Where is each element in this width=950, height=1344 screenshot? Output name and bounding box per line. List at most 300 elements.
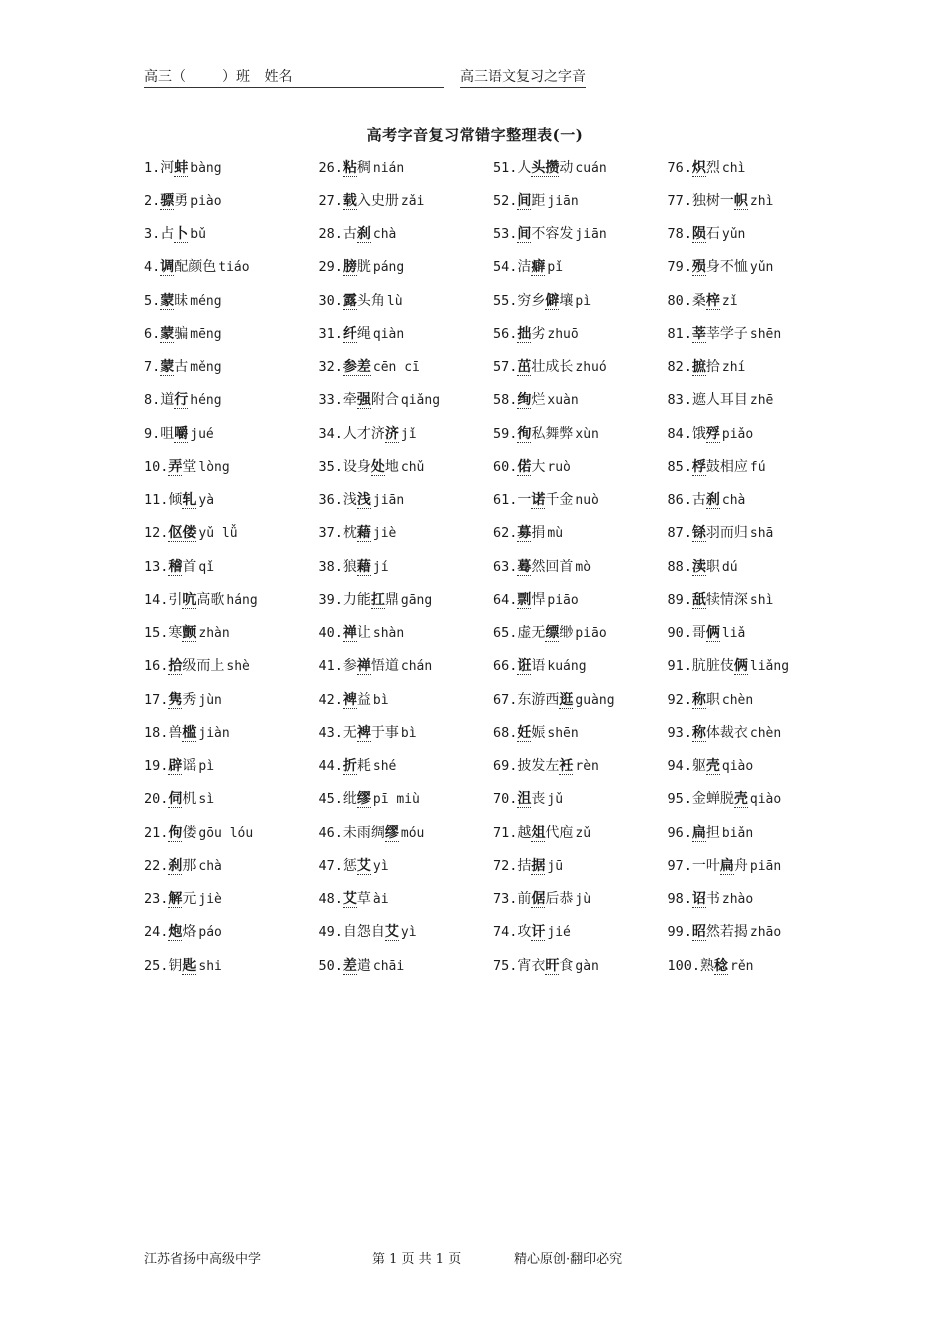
word-entry	[144, 190, 319, 210]
word-suffix: 食	[559, 957, 574, 974]
word-entry	[319, 622, 494, 642]
pinyin: páng	[372, 260, 405, 276]
entry-number: 20.	[144, 791, 169, 808]
word-entry	[493, 556, 668, 576]
pinyin: rěn	[730, 958, 754, 974]
doc-title: 高三语文复习之字音	[460, 66, 586, 88]
word-prefix: 前	[517, 891, 532, 908]
pinyin: chà	[372, 227, 397, 243]
word-entry	[493, 855, 668, 875]
word-suffix: 元	[182, 891, 197, 908]
word-entry	[144, 921, 319, 941]
pinyin: cuán	[575, 160, 607, 176]
key-character: 佝	[168, 824, 183, 841]
entry-word	[343, 226, 371, 243]
word-entry	[319, 788, 494, 808]
pinyin: shi	[198, 958, 222, 974]
word-suffix: 勇	[174, 192, 189, 209]
key-character: 裨	[342, 691, 357, 708]
pinyin: piào	[190, 193, 222, 209]
entry-word	[168, 958, 196, 975]
word-suffix: 体裁衣	[705, 724, 748, 741]
entry-word	[517, 559, 573, 576]
pinyin: zhē	[749, 393, 774, 409]
word-entry	[144, 622, 319, 642]
word-suffix: 距	[531, 192, 546, 209]
word-prefix: 躯	[691, 758, 706, 775]
word-entry	[668, 556, 843, 576]
key-character: 据	[531, 857, 546, 874]
key-character: 缥	[545, 625, 560, 642]
table-row	[144, 616, 844, 649]
entry-word	[517, 924, 545, 941]
word-suffix: 身不恤	[705, 259, 748, 276]
word-prefix: 攻	[517, 924, 532, 941]
word-entry	[319, 589, 494, 609]
entry-word	[517, 226, 573, 243]
word-suffix: 石	[705, 226, 720, 243]
key-character: 桴	[691, 458, 706, 475]
pinyin: tiáo	[218, 260, 250, 276]
entry-word	[692, 692, 720, 709]
word-entry	[493, 256, 668, 276]
entry-word	[168, 891, 196, 908]
key-character: 轧	[182, 492, 197, 509]
entry-number: 24.	[144, 924, 169, 941]
word-suffix: 担	[705, 824, 720, 841]
word-entry	[493, 489, 668, 509]
key-character: 吭	[182, 591, 197, 608]
pinyin: piǎo	[721, 426, 754, 442]
entry-number: 82.	[667, 359, 692, 376]
entry-number: 39.	[318, 591, 343, 608]
pinyin: qiǎng	[400, 393, 441, 409]
entry-word	[517, 791, 545, 808]
pinyin: cēn cī	[372, 360, 420, 376]
entry-number: 73.	[493, 891, 518, 908]
key-character: 俩	[733, 658, 748, 675]
word-entry	[668, 888, 843, 908]
word-entry	[668, 921, 843, 941]
pinyin: páo	[198, 925, 222, 941]
word-prefix: 肮脏伎	[691, 658, 734, 675]
pinyin: jiān	[372, 493, 405, 509]
key-character: 梓	[705, 292, 720, 309]
table-row	[144, 250, 844, 283]
word-suffix: 级而上	[182, 658, 225, 675]
word-entry	[319, 389, 494, 409]
table-row	[144, 948, 844, 981]
class-prefix: 高三（	[144, 69, 186, 85]
pinyin: qiàn	[372, 326, 405, 342]
entry-number: 85.	[667, 458, 692, 475]
word-suffix: 大	[531, 458, 546, 475]
entry-number: 10.	[144, 458, 169, 475]
word-entry	[144, 655, 319, 675]
word-entry	[319, 223, 494, 243]
pinyin: chán	[400, 659, 433, 675]
pinyin: shé	[372, 759, 397, 775]
footer-school: 江苏省扬中高级中学	[144, 1252, 262, 1267]
word-suffix: 地	[384, 458, 399, 475]
word-prefix: 洁	[517, 259, 532, 276]
pinyin: jiàn	[198, 725, 230, 741]
entry-word	[517, 625, 573, 642]
word-suffix: 千金	[545, 492, 574, 509]
entry-word	[343, 958, 371, 975]
pinyin: yǔn	[721, 227, 746, 243]
word-entry	[144, 157, 319, 177]
entry-word	[692, 924, 748, 941]
word-entry	[144, 323, 319, 343]
pinyin: lù	[386, 293, 403, 309]
word-prefix: 古	[342, 226, 357, 243]
entry-word	[692, 525, 748, 542]
pinyin: zǔ	[575, 825, 592, 841]
word-prefix: 枕	[342, 525, 357, 542]
entry-word	[343, 791, 371, 808]
entry-word	[343, 293, 385, 310]
word-entry	[493, 755, 668, 775]
pinyin: piān	[749, 858, 782, 874]
word-suffix: 入史册	[356, 192, 399, 209]
word-suffix: 高歌	[196, 591, 225, 608]
key-character: 伺	[168, 791, 183, 808]
entry-word	[160, 160, 188, 177]
key-character: 粘	[342, 159, 357, 176]
entry-number: 27.	[318, 192, 343, 209]
pinyin: chāi	[372, 958, 405, 974]
key-character: 昭	[691, 924, 706, 941]
entry-word	[700, 958, 728, 975]
pinyin: xùn	[575, 426, 599, 442]
word-prefix: 狼	[342, 558, 357, 575]
pinyin: chèn	[721, 692, 754, 708]
entry-word	[343, 924, 399, 941]
word-prefix: 宵衣	[517, 957, 546, 974]
word-entry	[668, 822, 843, 842]
entry-number: 18.	[144, 724, 169, 741]
word-entry	[493, 955, 668, 975]
word-entry	[668, 190, 843, 210]
word-suffix: 语	[531, 658, 546, 675]
entry-word	[517, 326, 545, 343]
entry-number: 57.	[493, 359, 518, 376]
entry-number: 15.	[144, 625, 169, 642]
key-character: 炽	[691, 159, 706, 176]
entry-word	[160, 426, 188, 443]
word-entry	[144, 589, 319, 609]
key-character: 纤	[342, 325, 357, 342]
word-entry	[319, 489, 494, 509]
key-character: 伛偻	[168, 525, 197, 542]
word-prefix: 纰	[342, 791, 357, 808]
class-name-line	[144, 66, 444, 88]
key-character: 刹	[168, 857, 183, 874]
word-table	[144, 150, 844, 981]
word-entry	[493, 589, 668, 609]
word-suffix: 首	[182, 558, 197, 575]
entry-word	[517, 426, 573, 443]
entry-word	[343, 658, 399, 675]
entry-number: 62.	[493, 525, 518, 542]
word-suffix: 娠	[531, 724, 546, 741]
word-prefix: 力能	[342, 591, 371, 608]
entry-number: 35.	[318, 458, 343, 475]
pinyin: zǐ	[721, 293, 738, 309]
pinyin: chèn	[749, 725, 782, 741]
entry-word	[343, 193, 399, 210]
key-character: 隽	[168, 691, 183, 708]
entry-number: 91.	[667, 658, 692, 675]
entry-word	[517, 160, 573, 177]
word-suffix: 昧	[174, 292, 189, 309]
entry-number: 13.	[144, 558, 169, 575]
entry-number: 89.	[667, 591, 692, 608]
entry-number: 49.	[318, 924, 343, 941]
entry-word	[692, 359, 720, 376]
entry-word	[343, 459, 399, 476]
entry-number: 34.	[318, 425, 343, 442]
pinyin: pǐ	[547, 260, 564, 276]
word-entry	[668, 522, 843, 542]
pinyin: zhào	[721, 892, 754, 908]
entry-number: 22.	[144, 857, 169, 874]
key-character: 僻	[545, 292, 560, 309]
word-prefix: 熟	[700, 957, 715, 974]
pinyin: jū	[547, 858, 564, 874]
word-suffix: 骗	[174, 325, 189, 342]
entry-number: 17.	[144, 691, 169, 708]
pinyin: xuàn	[547, 393, 579, 409]
entry-word	[692, 459, 748, 476]
entry-word	[517, 758, 573, 775]
word-entry	[668, 722, 843, 742]
entry-number: 12.	[144, 525, 169, 542]
entry-number: 75.	[493, 957, 518, 974]
word-entry	[144, 489, 319, 509]
word-entry	[319, 822, 494, 842]
word-entry	[668, 256, 843, 276]
word-entry	[668, 157, 843, 177]
word-entry	[493, 622, 668, 642]
word-entry	[319, 955, 494, 975]
entry-number: 69.	[493, 758, 518, 775]
pinyin: jié	[547, 925, 571, 941]
entry-number: 99.	[667, 924, 692, 941]
entry-word	[160, 392, 188, 409]
word-entry	[493, 788, 668, 808]
word-suffix: 然若揭	[705, 924, 748, 941]
word-prefix: 无	[342, 724, 357, 741]
key-character: 藉	[356, 558, 371, 575]
entry-word	[168, 559, 196, 576]
key-character: 卜	[174, 226, 189, 243]
entry-word	[168, 924, 196, 941]
pinyin: shì	[749, 592, 774, 608]
entry-number: 78.	[667, 226, 692, 243]
key-character: 扁	[719, 857, 734, 874]
entry-word	[692, 326, 748, 343]
word-suffix: 绳	[356, 325, 371, 342]
word-entry	[493, 356, 668, 376]
key-character: 骠	[160, 192, 175, 209]
key-character: 称	[691, 724, 706, 741]
name-label: 姓名	[264, 69, 293, 85]
word-entry	[319, 755, 494, 775]
word-prefix: 越	[517, 824, 532, 841]
pinyin: mù	[547, 526, 564, 542]
word-prefix: 惩	[342, 857, 357, 874]
entry-number: 98.	[667, 891, 692, 908]
pinyin: jiān	[547, 193, 579, 209]
entry-word	[692, 559, 720, 576]
pinyin: zhuō	[547, 326, 579, 342]
entry-word	[160, 259, 216, 276]
pinyin: chǔ	[400, 459, 425, 475]
entry-word	[168, 625, 196, 642]
table-row	[144, 682, 844, 715]
key-character: 稽	[168, 558, 183, 575]
key-character: 载	[342, 192, 357, 209]
key-character: 陨	[691, 226, 706, 243]
entry-number: 64.	[493, 591, 518, 608]
entry-word	[517, 392, 545, 409]
table-row	[144, 150, 844, 183]
key-character: 调	[160, 259, 175, 276]
key-character: 壳	[705, 758, 720, 775]
word-prefix: 遮人耳目	[691, 392, 748, 409]
key-character: 衽	[559, 758, 574, 775]
pinyin: biǎn	[721, 825, 754, 841]
entry-number: 6.	[144, 325, 161, 342]
word-entry	[319, 456, 494, 476]
entry-word	[160, 293, 188, 310]
key-character: 壳	[733, 791, 748, 808]
entry-number: 70.	[493, 791, 518, 808]
pinyin: shè	[226, 659, 250, 675]
entry-word	[517, 658, 545, 675]
entry-number: 90.	[667, 625, 692, 642]
word-entry	[144, 755, 319, 775]
entry-number: 63.	[493, 558, 518, 575]
word-suffix: 于事	[370, 724, 399, 741]
entry-word	[343, 392, 399, 409]
word-suffix: 动	[559, 159, 574, 176]
word-suffix: 烙	[182, 924, 197, 941]
word-suffix: 烈	[705, 159, 720, 176]
entry-number: 56.	[493, 325, 518, 342]
word-suffix: 谣	[182, 758, 197, 775]
pinyin: gāng	[400, 592, 433, 608]
key-character: 艾	[356, 857, 371, 874]
word-entry	[493, 290, 668, 310]
entry-number: 23.	[144, 891, 169, 908]
word-suffix: 偻	[182, 824, 197, 841]
key-character: 俎	[531, 824, 546, 841]
key-character: 艾	[384, 924, 399, 941]
word-suffix: 机	[182, 791, 197, 808]
pinyin: chà	[198, 858, 222, 874]
word-prefix: 人才济	[342, 425, 385, 442]
entry-number: 25.	[144, 957, 169, 974]
word-suffix: 胱	[356, 259, 371, 276]
entry-number: 47.	[318, 857, 343, 874]
word-entry	[319, 888, 494, 908]
key-character: 参差	[342, 359, 371, 376]
entry-number: 87.	[667, 525, 692, 542]
entry-word	[517, 525, 545, 542]
entry-word	[168, 459, 196, 476]
word-entry	[668, 290, 843, 310]
word-prefix: 东游西	[517, 691, 560, 708]
word-entry	[668, 456, 843, 476]
entry-number: 72.	[493, 857, 518, 874]
key-character: 行	[174, 392, 189, 409]
key-character: 折	[342, 758, 357, 775]
entry-number: 66.	[493, 658, 518, 675]
entry-word	[343, 825, 399, 842]
key-character: 讦	[531, 924, 546, 941]
pinyin: zhàn	[198, 626, 230, 642]
key-character: 强	[356, 392, 371, 409]
pinyin: zhì	[749, 193, 774, 209]
word-prefix: 一	[517, 492, 532, 509]
word-suffix: 丧	[531, 791, 546, 808]
entry-word	[692, 858, 748, 875]
page-title: 高考字音复习常错字整理表(一)	[366, 126, 584, 144]
entry-number: 84.	[667, 425, 692, 442]
table-row	[144, 582, 844, 615]
pinyin: jiè	[372, 526, 397, 542]
pinyin: nián	[372, 160, 405, 176]
key-character: 徇	[517, 425, 532, 442]
entry-word	[343, 758, 371, 775]
entry-number: 54.	[493, 259, 518, 276]
entry-word	[343, 559, 371, 576]
word-prefix: 一叶	[691, 857, 720, 874]
key-character: 解	[168, 891, 183, 908]
word-suffix: 让	[356, 625, 371, 642]
entry-word	[168, 758, 196, 775]
word-entry	[493, 689, 668, 709]
pinyin: yì	[372, 858, 389, 874]
pinyin: piāo	[547, 592, 579, 608]
word-prefix: 桑	[691, 292, 706, 309]
entry-word	[168, 492, 196, 509]
pinyin: méng	[190, 293, 222, 309]
pinyin: rèn	[575, 759, 599, 775]
entry-number: 45.	[318, 791, 343, 808]
word-prefix: 河	[160, 159, 175, 176]
word-entry	[493, 822, 668, 842]
word-entry	[668, 788, 843, 808]
key-character: 匙	[182, 957, 197, 974]
word-entry	[319, 655, 494, 675]
entry-number: 68.	[493, 724, 518, 741]
word-entry	[493, 456, 668, 476]
word-prefix: 钥	[168, 957, 183, 974]
entry-number: 2.	[144, 192, 161, 209]
pinyin: jù	[575, 892, 592, 908]
word-entry	[668, 489, 843, 509]
entry-number: 1.	[144, 159, 161, 176]
word-suffix: 后恭	[545, 891, 574, 908]
entry-number: 21.	[144, 824, 169, 841]
word-suffix: 代庖	[545, 824, 574, 841]
entry-word	[517, 492, 573, 509]
word-entry	[668, 955, 843, 975]
